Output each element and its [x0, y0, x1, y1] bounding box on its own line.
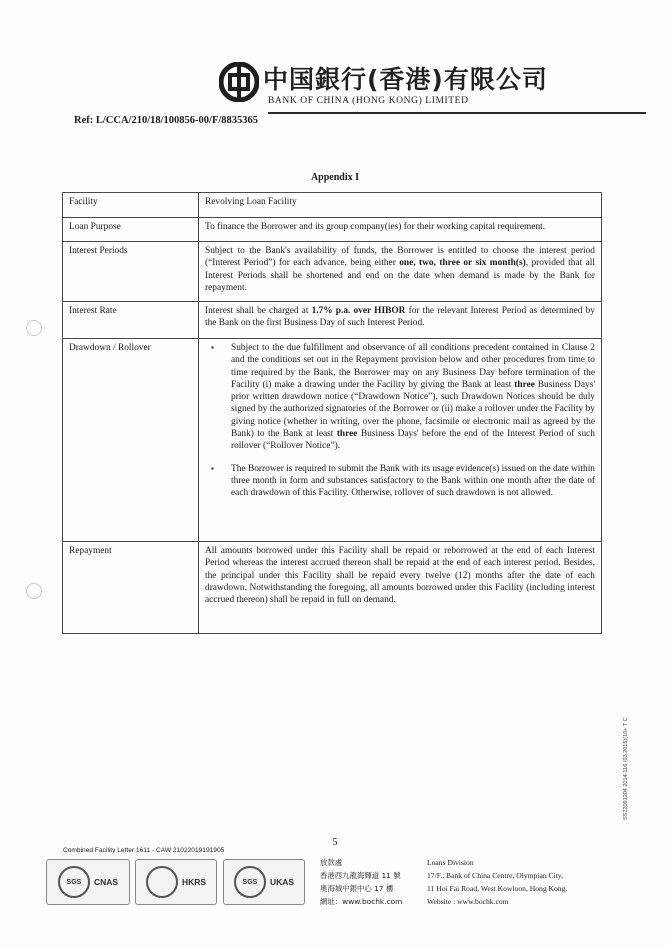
table-row: [63, 542, 602, 634]
bold-text: three: [514, 379, 535, 390]
text-segment: for the relevant Interest Period as determined by the Bank on the first Business Day of such Interest Period.: [205, 306, 595, 329]
text-segment: Business Days' prior written drawdown notice (“Drawdown Notice”), such Drawdown Notices should be duly signed by the authorized signatories of the Borrower or (ii) make a rollover under the Facility by giving notice (whether in writing, over the phone, facsimile or electronic mail as agreed by the Bank) to the Bank at least: [231, 379, 596, 440]
bank-name-english: BANK OF CHINA (HONG KONG) LIMITED: [268, 96, 469, 106]
punch-hole: [26, 583, 42, 599]
punch-hole: [26, 320, 42, 336]
row-text: [199, 242, 602, 302]
text-segment: Business Days' before the end of the Interest Period of such rollover (“Rollover Notice”).: [231, 429, 595, 452]
row-label: Interest Rate: [63, 302, 199, 339]
table-row: [63, 339, 602, 542]
ukas-mark-icon: UKAS: [269, 877, 295, 887]
row-text: [199, 339, 602, 542]
footer-line: 香港西九龍海輝道 11 號: [320, 871, 401, 880]
letter-code: Combined Facility Letter 1611 - CAW 21022019191905: [63, 847, 225, 854]
terms-table: [62, 192, 602, 634]
footer-line: 放款處: [320, 858, 343, 867]
bullet-list: [205, 342, 595, 500]
footer-line: Website : www.bochk.com: [427, 897, 509, 906]
appendix-title: Appendix I: [310, 172, 360, 183]
footer-address-english: [427, 856, 567, 908]
footer-line: Loans Division: [427, 858, 474, 867]
sgs-seal-icon: SGS: [234, 866, 266, 898]
text-segment: Subject to the Bank's availability of funds, the Borrower is entitled to choose the interest period (“Interest Period”) for each advance, being either: [205, 246, 595, 269]
row-label: Facility: [63, 193, 199, 218]
row-label: Loan Purpose: [63, 218, 199, 242]
footer-line: 11 Hoi Fai Road, West Kowloon, Hong Kong.: [427, 884, 568, 893]
seal-icon: [146, 866, 178, 898]
table-row: [63, 302, 602, 339]
text-segment: Interest shall be charged at: [205, 306, 312, 316]
bank-logo-icon: [219, 62, 259, 102]
bullet-icon: ▪: [211, 343, 214, 352]
bold-text: three: [336, 429, 358, 440]
header-rule: [268, 112, 646, 114]
side-form-code: SS22091204 2014-116 (03.2015)(10+ T C: [623, 717, 629, 820]
row-label: Interest Periods: [63, 242, 199, 302]
text-segment: Subject to the due fulfillment and observance of all conditions precedent contained in Clause 2 and the conditions set out in the Repayment provision below and other procedures from time to time required by the Bank, the Borrower may on any Business Day before termination of the Facility (i) make a drawing under the Facility by giving the Bank at least: [231, 343, 595, 390]
row-text: All amounts borrowed under this Facility shall be repaid or reborrowed at the end of each Interest Period whereas the interest accrued thereon shall be repaid at the end of each interest period. Besides, the principal under this Facility shall be repaid every twelve (12) months after the date of each drawdown. Notwithstanding the foregoing, all amounts borrowed under this Facility (including interest accrued thereon) shall be repaid in full on demand.: [199, 542, 602, 634]
text-segment: , provided that all Interest Periods shall be shortened and end on the date when demand is made by the Bank for repayment.: [205, 258, 595, 293]
reference-number: Ref: L/CCA/210/18/100856-00/F/8835365: [74, 115, 259, 126]
cnas-mark-icon: CNAS: [93, 877, 119, 887]
hkrs-mark-icon: HKRS: [181, 877, 207, 887]
row-text: [199, 302, 602, 339]
table-row: [63, 218, 602, 242]
cert-logo-sgs-ukas: [223, 859, 305, 905]
list-item: [211, 342, 595, 453]
cert-logo-hkrs: [135, 859, 217, 905]
table-row: [63, 242, 602, 302]
footer-line: 17/F., Bank of China Centre, Olympian City,: [427, 871, 563, 880]
bullet-icon: ▪: [211, 463, 214, 473]
footer-line: 奧海城中銀中心 17 樓: [320, 884, 394, 893]
page-number: 5: [332, 837, 338, 848]
row-label: Repayment: [63, 542, 199, 634]
bold-text: 1.7% p.a. over HIBOR: [311, 306, 406, 316]
bold-text: one, two, three or six month(s): [399, 258, 526, 269]
sgs-seal-icon: SGS: [58, 866, 90, 898]
row-label: Drawdown / Rollover: [63, 339, 199, 542]
row-text: Revolving Loan Facility: [199, 193, 602, 218]
table-row: [63, 193, 602, 218]
cert-logo-sgs-cnas: [46, 859, 130, 905]
row-text: To finance the Borrower and its group company(ies) for their working capital requirement.: [199, 218, 602, 242]
bank-name-chinese: 中国銀行(香港)有限公司: [263, 65, 548, 94]
footer-line: 網址：www.bochk.com: [320, 897, 403, 906]
footer-address-chinese: [320, 856, 402, 908]
text-segment: The Borrower is required to submit the Bank with its usage evidence(s) issued on the date within three month in form and substances satisfactory to the Bank within one month after the date of each drawdown of this Facility. Otherwise, rollover of such drawdown is not allowed.: [231, 463, 595, 499]
list-item: [211, 463, 595, 500]
